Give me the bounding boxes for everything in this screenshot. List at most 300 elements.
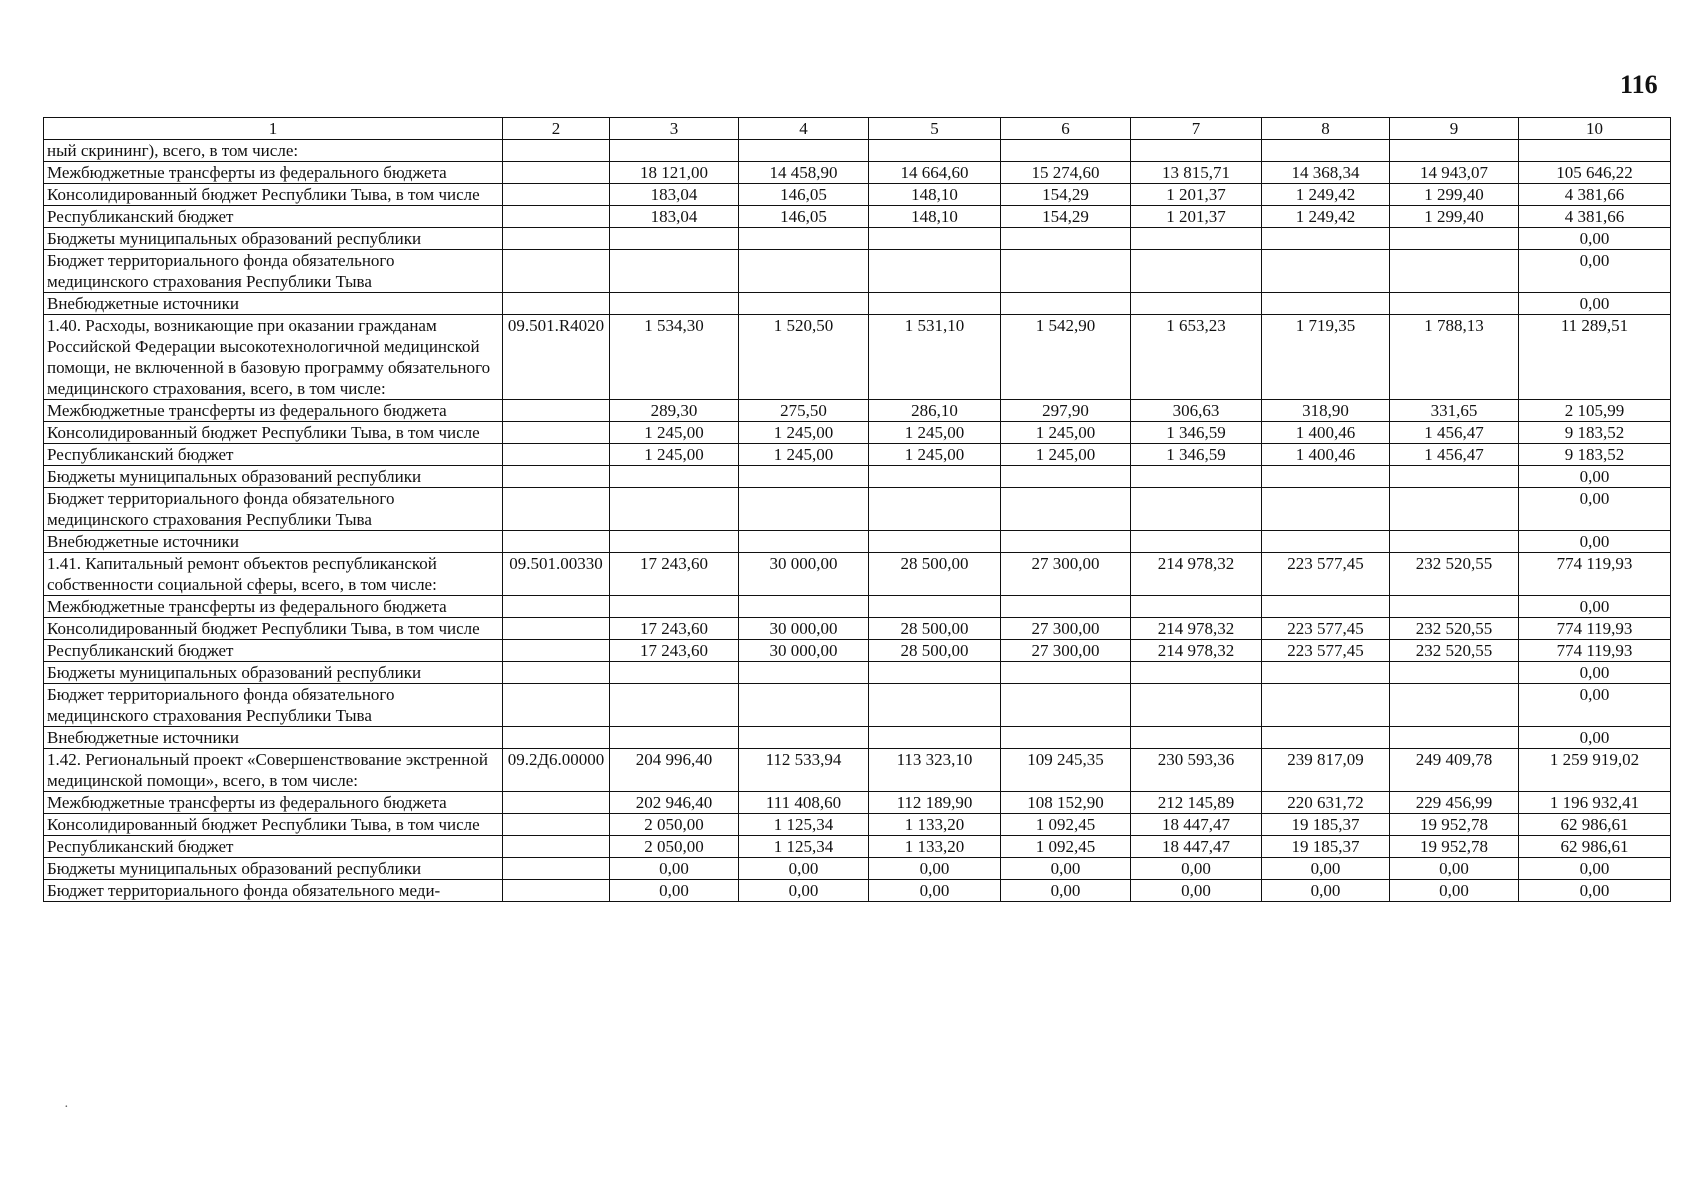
row-description: ный скрининг), всего, в том числе: [44,140,503,162]
budget-code [503,880,610,902]
budget-code [503,836,610,858]
column-header: 9 [1390,118,1519,140]
column-header: 8 [1262,118,1390,140]
value-cell [1390,727,1519,749]
value-cell [1262,293,1390,315]
value-cell [610,684,739,727]
value-cell [739,228,869,250]
column-header: 2 [503,118,610,140]
value-cell: 1 133,20 [869,814,1001,836]
column-header: 10 [1519,118,1671,140]
value-cell: 112 533,94 [739,749,869,792]
budget-code [503,250,610,293]
table-row [44,749,1671,792]
value-cell: 1 520,50 [739,315,869,400]
value-cell: 297,90 [1001,400,1131,422]
value-cell: 214 978,32 [1131,553,1262,596]
value-cell: 17 243,60 [610,640,739,662]
table-row [44,250,1671,293]
table-row [44,162,1671,184]
row-description: 1.41. Капитальный ремонт объектов республиканской собственности социальной сферы, всего, в том числе: [44,553,503,596]
value-cell: 0,00 [739,880,869,902]
value-cell: 19 185,37 [1262,836,1390,858]
column-header: 7 [1131,118,1262,140]
value-cell [1001,250,1131,293]
budget-table [43,117,1671,902]
budget-code [503,444,610,466]
value-cell [1262,250,1390,293]
value-cell: 1 245,00 [1001,444,1131,466]
row-description: Консолидированный бюджет Республики Тыва, в том числе [44,184,503,206]
budget-code [503,206,610,228]
row-description: Бюджеты муниципальных образований республики [44,662,503,684]
value-cell: 212 145,89 [1131,792,1262,814]
value-cell: 108 152,90 [1001,792,1131,814]
value-cell [610,228,739,250]
value-cell [1390,250,1519,293]
value-cell: 275,50 [739,400,869,422]
value-cell: 30 000,00 [739,640,869,662]
budget-code [503,596,610,618]
row-description: Межбюджетные трансферты из федерального бюджета [44,792,503,814]
value-cell [1262,531,1390,553]
value-cell: 0,00 [1519,228,1671,250]
value-cell [739,466,869,488]
value-cell [610,662,739,684]
value-cell: 220 631,72 [1262,792,1390,814]
table-row [44,444,1671,466]
value-cell: 9 183,52 [1519,444,1671,466]
value-cell [739,727,869,749]
value-cell [1001,662,1131,684]
value-cell [739,293,869,315]
value-cell: 0,00 [1519,858,1671,880]
value-cell: 18 447,47 [1131,814,1262,836]
value-cell: 2 105,99 [1519,400,1671,422]
value-cell [1131,228,1262,250]
value-cell: 17 243,60 [610,553,739,596]
row-description: 1.42. Региональный проект «Совершенствование экстренной медицинской помощи», всего, в том числе: [44,749,503,792]
value-cell: 146,05 [739,206,869,228]
value-cell [1390,684,1519,727]
table-row [44,140,1671,162]
row-description: Межбюджетные трансферты из федерального бюджета [44,596,503,618]
value-cell [739,596,869,618]
value-cell: 19 952,78 [1390,836,1519,858]
value-cell [1001,727,1131,749]
table-row [44,553,1671,596]
value-cell: 286,10 [869,400,1001,422]
value-cell: 0,00 [1390,880,1519,902]
value-cell: 62 986,61 [1519,836,1671,858]
value-cell: 62 986,61 [1519,814,1671,836]
value-cell: 1 400,46 [1262,444,1390,466]
row-description: Бюджеты муниципальных образований республики [44,466,503,488]
value-cell [1131,531,1262,553]
value-cell: 14 943,07 [1390,162,1519,184]
budget-code [503,662,610,684]
value-cell: 4 381,66 [1519,206,1671,228]
value-cell [869,662,1001,684]
table-row [44,640,1671,662]
value-cell: 183,04 [610,206,739,228]
value-cell [1001,228,1131,250]
value-cell: 19 952,78 [1390,814,1519,836]
value-cell: 0,00 [869,880,1001,902]
value-cell [869,293,1001,315]
table-row [44,206,1671,228]
row-description: Консолидированный бюджет Республики Тыва, в том числе [44,618,503,640]
value-cell: 229 456,99 [1390,792,1519,814]
value-cell: 0,00 [610,880,739,902]
row-description: Бюджеты муниципальных образований республики [44,228,503,250]
value-cell: 289,30 [610,400,739,422]
budget-code [503,814,610,836]
value-cell [869,596,1001,618]
column-header: 6 [1001,118,1131,140]
value-cell [1001,488,1131,531]
value-cell: 1 092,45 [1001,836,1131,858]
value-cell [1390,228,1519,250]
row-description: Межбюджетные трансферты из федерального бюджета [44,162,503,184]
value-cell: 1 653,23 [1131,315,1262,400]
value-cell [739,684,869,727]
value-cell: 232 520,55 [1390,618,1519,640]
value-cell: 154,29 [1001,206,1131,228]
value-cell: 0,00 [739,858,869,880]
value-cell: 0,00 [1262,880,1390,902]
value-cell: 27 300,00 [1001,618,1131,640]
value-cell: 19 185,37 [1262,814,1390,836]
value-cell [1390,140,1519,162]
row-description: Консолидированный бюджет Республики Тыва, в том числе [44,814,503,836]
value-cell: 239 817,09 [1262,749,1390,792]
column-header: 4 [739,118,869,140]
row-description: Республиканский бюджет [44,206,503,228]
value-cell: 1 133,20 [869,836,1001,858]
table-row [44,422,1671,444]
table-row [44,814,1671,836]
value-cell: 0,00 [1519,293,1671,315]
value-cell [1262,684,1390,727]
value-cell: 214 978,32 [1131,618,1262,640]
value-cell: 1 346,59 [1131,422,1262,444]
value-cell: 113 323,10 [869,749,1001,792]
value-cell: 1 542,90 [1001,315,1131,400]
value-cell: 0,00 [1519,531,1671,553]
row-description: Бюджет территориального фонда обязательного медицинского страхования Республики Тыва [44,250,503,293]
value-cell: 14 368,34 [1262,162,1390,184]
budget-code [503,162,610,184]
value-cell [1001,140,1131,162]
value-cell: 1 245,00 [739,444,869,466]
value-cell: 0,00 [1131,880,1262,902]
row-description: Республиканский бюджет [44,836,503,858]
value-cell: 0,00 [869,858,1001,880]
value-cell: 0,00 [1131,858,1262,880]
value-cell [1262,228,1390,250]
column-number-row [44,118,1671,140]
value-cell: 9 183,52 [1519,422,1671,444]
value-cell [1131,727,1262,749]
table-row [44,618,1671,640]
page-number: 116 [1620,70,1658,99]
table-row [44,466,1671,488]
value-cell: 1 245,00 [739,422,869,444]
value-cell [1262,488,1390,531]
budget-code [503,140,610,162]
value-cell [1390,662,1519,684]
value-cell: 0,00 [1262,858,1390,880]
value-cell: 14 664,60 [869,162,1001,184]
value-cell: 0,00 [1519,684,1671,727]
table-row [44,858,1671,880]
value-cell: 28 500,00 [869,618,1001,640]
value-cell: 0,00 [1519,488,1671,531]
budget-code [503,228,610,250]
value-cell [1390,466,1519,488]
row-description: Бюджет территориального фонда обязательного медицинского страхования Республики Тыва [44,488,503,531]
value-cell: 154,29 [1001,184,1131,206]
budget-code [503,488,610,531]
row-description: Внебюджетные источники [44,727,503,749]
value-cell: 232 520,55 [1390,553,1519,596]
value-cell [1390,488,1519,531]
value-cell: 1 534,30 [610,315,739,400]
value-cell [869,727,1001,749]
value-cell [1001,293,1131,315]
row-description: Республиканский бюджет [44,640,503,662]
value-cell: 1 719,35 [1262,315,1390,400]
value-cell: 112 189,90 [869,792,1001,814]
value-cell [1131,140,1262,162]
value-cell: 1 249,42 [1262,206,1390,228]
value-cell: 232 520,55 [1390,640,1519,662]
value-cell: 18 121,00 [610,162,739,184]
budget-code [503,293,610,315]
scan-artifact-dot: · [64,1100,69,1115]
row-description: Внебюджетные источники [44,531,503,553]
row-description: Межбюджетные трансферты из федерального бюджета [44,400,503,422]
budget-code [503,858,610,880]
value-cell: 148,10 [869,184,1001,206]
value-cell [1131,293,1262,315]
value-cell [869,488,1001,531]
table-row [44,315,1671,400]
value-cell: 0,00 [1519,880,1671,902]
value-cell: 18 447,47 [1131,836,1262,858]
budget-code [503,531,610,553]
budget-code [503,466,610,488]
value-cell: 223 577,45 [1262,553,1390,596]
value-cell: 1 456,47 [1390,422,1519,444]
value-cell: 1 245,00 [869,422,1001,444]
value-cell: 223 577,45 [1262,618,1390,640]
value-cell [610,727,739,749]
value-cell: 223 577,45 [1262,640,1390,662]
row-description: Республиканский бюджет [44,444,503,466]
value-cell: 4 381,66 [1519,184,1671,206]
value-cell: 331,65 [1390,400,1519,422]
value-cell [739,488,869,531]
value-cell: 1 788,13 [1390,315,1519,400]
table-row [44,531,1671,553]
budget-code [503,640,610,662]
value-cell: 27 300,00 [1001,640,1131,662]
budget-code: 09.2Д6.00000 [503,749,610,792]
value-cell [1262,466,1390,488]
value-cell [1519,140,1671,162]
table-row [44,488,1671,531]
row-description: 1.40. Расходы, возникающие при оказании гражданам Российской Федерации высокотехнологичной медицинской помощи, не включенной в базовую программу обязательного медицинского страхования, всего, в том числе: [44,315,503,400]
budget-code [503,422,610,444]
value-cell: 0,00 [1519,662,1671,684]
value-cell: 1 531,10 [869,315,1001,400]
row-description: Бюджет территориального фонда обязательного меди- [44,880,503,902]
value-cell [739,662,869,684]
value-cell [869,531,1001,553]
value-cell: 0,00 [1519,727,1671,749]
table-row [44,184,1671,206]
value-cell [610,250,739,293]
value-cell: 1 299,40 [1390,206,1519,228]
value-cell: 0,00 [1001,880,1131,902]
value-cell [1001,596,1131,618]
value-cell [869,466,1001,488]
value-cell: 183,04 [610,184,739,206]
value-cell: 17 243,60 [610,618,739,640]
column-header: 3 [610,118,739,140]
value-cell: 30 000,00 [739,618,869,640]
value-cell: 1 201,37 [1131,184,1262,206]
value-cell: 1 092,45 [1001,814,1131,836]
value-cell [1001,531,1131,553]
value-cell: 202 946,40 [610,792,739,814]
value-cell: 146,05 [739,184,869,206]
value-cell: 2 050,00 [610,836,739,858]
value-cell [869,228,1001,250]
value-cell: 14 458,90 [739,162,869,184]
value-cell [739,531,869,553]
value-cell: 1 249,42 [1262,184,1390,206]
value-cell [739,250,869,293]
budget-code [503,727,610,749]
table-row [44,727,1671,749]
row-description: Консолидированный бюджет Республики Тыва, в том числе [44,422,503,444]
budget-code [503,184,610,206]
value-cell: 0,00 [610,858,739,880]
budget-code: 09.501.R4020 [503,315,610,400]
value-cell [1262,596,1390,618]
value-cell: 11 289,51 [1519,315,1671,400]
value-cell: 774 119,93 [1519,553,1671,596]
column-header: 1 [44,118,503,140]
value-cell [1131,466,1262,488]
value-cell [869,140,1001,162]
value-cell: 214 978,32 [1131,640,1262,662]
row-description: Бюджеты муниципальных образований республики [44,858,503,880]
value-cell [1390,596,1519,618]
value-cell [1390,293,1519,315]
value-cell: 1 201,37 [1131,206,1262,228]
table-row [44,400,1671,422]
value-cell: 1 196 932,41 [1519,792,1671,814]
value-cell: 0,00 [1519,596,1671,618]
value-cell: 105 646,22 [1519,162,1671,184]
value-cell [1262,140,1390,162]
value-cell: 1 245,00 [610,444,739,466]
value-cell [869,250,1001,293]
budget-code [503,400,610,422]
value-cell: 111 408,60 [739,792,869,814]
table-row [44,293,1671,315]
value-cell: 318,90 [1262,400,1390,422]
value-cell [1001,684,1131,727]
value-cell [869,684,1001,727]
value-cell: 1 245,00 [610,422,739,444]
value-cell [1262,727,1390,749]
budget-code [503,618,610,640]
value-cell [1001,466,1131,488]
value-cell: 148,10 [869,206,1001,228]
value-cell: 1 259 919,02 [1519,749,1671,792]
budget-code [503,684,610,727]
value-cell: 1 245,00 [869,444,1001,466]
value-cell: 249 409,78 [1390,749,1519,792]
value-cell: 306,63 [1131,400,1262,422]
value-cell: 230 593,36 [1131,749,1262,792]
value-cell: 1 245,00 [1001,422,1131,444]
value-cell [1262,662,1390,684]
value-cell: 2 050,00 [610,814,739,836]
value-cell [610,531,739,553]
value-cell: 204 996,40 [610,749,739,792]
table-row [44,792,1671,814]
value-cell [610,488,739,531]
table-body [44,118,1671,902]
value-cell: 0,00 [1390,858,1519,880]
value-cell: 15 274,60 [1001,162,1131,184]
value-cell [610,466,739,488]
row-description: Внебюджетные источники [44,293,503,315]
value-cell [610,140,739,162]
value-cell: 774 119,93 [1519,618,1671,640]
table-row [44,228,1671,250]
value-cell: 13 815,71 [1131,162,1262,184]
value-cell [1131,488,1262,531]
table-row [44,880,1671,902]
value-cell [1131,684,1262,727]
table-row [44,662,1671,684]
value-cell: 1 125,34 [739,814,869,836]
value-cell: 0,00 [1519,250,1671,293]
value-cell: 0,00 [1001,858,1131,880]
budget-code [503,792,610,814]
column-header: 5 [869,118,1001,140]
value-cell: 28 500,00 [869,553,1001,596]
value-cell: 1 346,59 [1131,444,1262,466]
value-cell: 0,00 [1519,466,1671,488]
value-cell [610,293,739,315]
value-cell [1390,531,1519,553]
budget-code: 09.501.00330 [503,553,610,596]
value-cell [739,140,869,162]
value-cell: 28 500,00 [869,640,1001,662]
value-cell: 1 400,46 [1262,422,1390,444]
value-cell: 109 245,35 [1001,749,1131,792]
value-cell [1131,596,1262,618]
value-cell [610,596,739,618]
